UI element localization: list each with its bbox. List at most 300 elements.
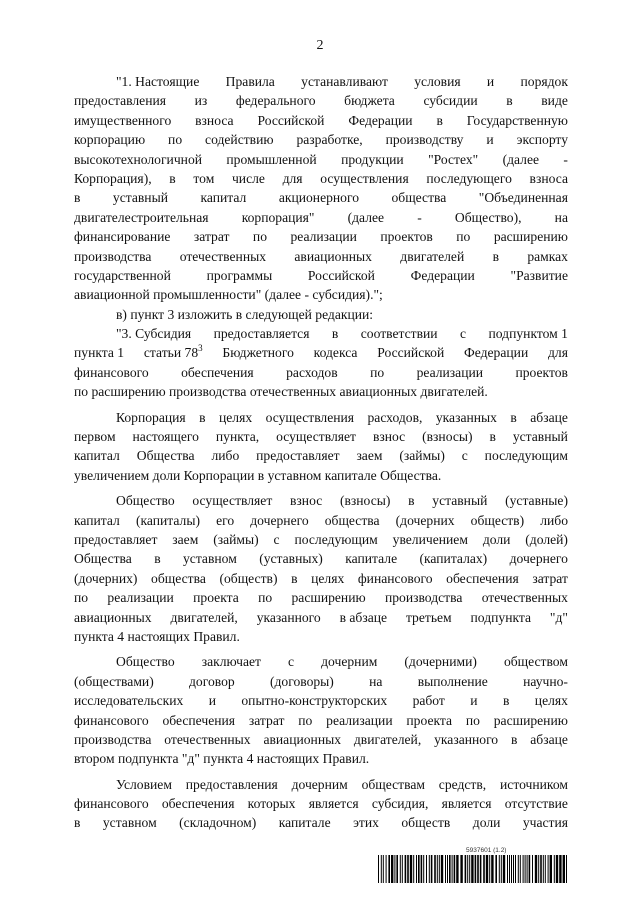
text-line [74, 691, 568, 710]
text-segment: общества [324, 512, 380, 528]
text-line [74, 569, 568, 588]
text-segment: (взносы) [422, 429, 473, 445]
text-segment: пункта 1 [74, 345, 125, 361]
text-segment: субсидия, [371, 796, 429, 812]
barcode-bar [439, 855, 440, 883]
text-segment: в [154, 551, 161, 567]
text-segment: производству [385, 132, 464, 148]
text-segment: дочернего [509, 551, 568, 567]
text-segment: Корпорация), [74, 170, 152, 186]
text-segment: обеспечения [161, 796, 235, 812]
text-segment: указанного [434, 731, 499, 747]
barcode-bar [566, 855, 567, 883]
text-segment: авиационных [74, 609, 152, 625]
text-segment: расходов, [367, 409, 423, 425]
barcode-bar [523, 855, 524, 883]
text-segment: реализации [290, 229, 357, 245]
barcode-bar [483, 855, 485, 883]
text-segment: Общество), [454, 209, 522, 225]
text-segment: высокотехнологичной [74, 151, 203, 167]
text-segment: дочернего [250, 512, 309, 528]
text-line [74, 730, 568, 749]
text-segment: с [288, 654, 295, 670]
text-segment: в [502, 693, 510, 709]
barcode-bar [429, 855, 430, 883]
barcode-bar [447, 855, 448, 883]
text-segment: финансового [357, 570, 433, 586]
text-segment: целях [219, 409, 253, 425]
text-segment: капитал [74, 448, 120, 464]
text-segment: работ [412, 693, 445, 709]
text-segment: Российской [377, 345, 445, 361]
text-segment: научно- [523, 673, 568, 689]
text-segment: уставный [512, 429, 568, 445]
text-segment: по [456, 229, 471, 245]
document-code: 5937601 (1.2) [466, 847, 507, 854]
text-segment: обществом [503, 654, 568, 670]
text-segment: Общества [74, 551, 132, 567]
page-number: 2 [316, 38, 324, 53]
text-segment: обеспечения [162, 712, 236, 728]
text-segment: затрат [248, 712, 285, 728]
text-segment: авиационных [263, 731, 342, 747]
text-segment: проектов [380, 229, 433, 245]
barcode-bar [527, 855, 528, 883]
barcode-bar [475, 855, 477, 883]
text-segment: федерального [235, 93, 316, 109]
text-segment: в [74, 190, 81, 206]
text-segment: по [465, 712, 480, 728]
text-segment: пункта 4 настоящих Правил. [74, 628, 240, 644]
text-line [74, 672, 568, 691]
barcode-bar [540, 855, 542, 883]
text-segment: производства [384, 590, 463, 606]
text-segment: "Развитие [510, 267, 568, 283]
text-line [74, 427, 568, 446]
text-segment: осуществления [265, 409, 355, 425]
text-segment: расширению [291, 590, 366, 606]
text-segment: в [169, 170, 176, 186]
barcode-bar [532, 855, 533, 883]
barcode-bar [503, 855, 505, 883]
barcode-bar [460, 855, 462, 883]
text-segment: двигателей, [353, 731, 422, 747]
text-segment: по [252, 229, 267, 245]
text-line [74, 285, 568, 304]
text-line [74, 608, 568, 627]
text-segment: корпорация" [241, 209, 315, 225]
text-segment: доли [482, 531, 511, 547]
text-segment: корпорацию [74, 132, 146, 148]
barcode-bar [416, 855, 417, 883]
barcode-bar [543, 855, 544, 883]
text-segment: заем [356, 448, 383, 464]
barcode-bar [563, 855, 565, 883]
barcode-bar [413, 855, 414, 883]
text-segment: в [510, 731, 518, 747]
text-line [74, 794, 568, 813]
text-segment: предоставляет [256, 448, 340, 464]
text-segment: бюджета [344, 93, 395, 109]
barcode-bar [402, 855, 403, 883]
text-line [74, 382, 568, 401]
barcode-bar [394, 855, 395, 883]
text-segment: (далее [347, 209, 385, 225]
text-segment: (обществ) [219, 570, 278, 586]
text-segment: в [291, 570, 298, 586]
text-segment: финансирование [74, 229, 171, 245]
text-segment: является [308, 796, 359, 812]
barcode-bar [445, 855, 446, 883]
text-segment: Федерации [348, 112, 413, 128]
barcode-bar [431, 855, 433, 883]
text-line [74, 169, 568, 188]
barcode-bar [434, 855, 436, 883]
text-segment: первом [74, 429, 116, 445]
text-segment: и [486, 132, 494, 148]
text-segment: по [168, 132, 183, 148]
text-segment: последующим [484, 448, 568, 464]
text-line [74, 813, 568, 832]
text-segment: обеспечения [446, 570, 519, 586]
text-segment: его [216, 512, 235, 528]
barcode-bar [465, 855, 467, 883]
barcode-bar [545, 855, 546, 883]
text-segment: Бюджетного [222, 345, 294, 361]
text-segment: в [489, 429, 496, 445]
text-segment: капитал [74, 512, 120, 528]
text-segment: "1. Настоящие [116, 74, 200, 89]
text-segment: на [554, 209, 568, 225]
text-segment: предоставляет [74, 531, 158, 547]
text-segment: третьем [405, 609, 452, 625]
text-segment: финансового [74, 712, 149, 728]
text-segment: расходов [286, 364, 338, 380]
text-segment: субсидии [423, 93, 478, 109]
text-segment: по расширению производства отечественных авиационных двигателей. [74, 384, 488, 400]
barcode-bar [548, 855, 549, 883]
text-segment: (капиталы) [135, 512, 200, 528]
text-segment: Российской [257, 112, 325, 128]
text-segment: расширению [493, 229, 568, 245]
barcode-bar [441, 855, 443, 883]
barcode-bar [518, 855, 519, 883]
text-segment: в [74, 815, 81, 831]
text-segment: уставном [183, 551, 237, 567]
text-segment: опытно-конструкторских [241, 693, 388, 709]
text-segment: заем [172, 531, 199, 547]
text-segment: последующим [294, 531, 378, 547]
text-segment: затрат [532, 570, 568, 586]
barcode-bar [386, 855, 387, 883]
text-segment: взнос [372, 429, 406, 445]
text-segment: (складочном) [179, 815, 257, 831]
barcode [378, 855, 568, 883]
barcode-bar [477, 855, 479, 883]
text-segment: финансового [74, 796, 149, 812]
text-line [74, 227, 568, 246]
barcode-bar [421, 855, 423, 883]
text-segment: производства [74, 731, 152, 747]
text-line [74, 446, 568, 465]
text-line [74, 511, 568, 530]
barcode-bar [509, 855, 510, 883]
barcode-bar [513, 855, 514, 883]
text-line [74, 130, 568, 149]
text-segment: капитале [345, 551, 398, 567]
text-segment: выполнение [417, 673, 488, 689]
barcode-bar [525, 855, 526, 883]
text-segment: рамках [527, 248, 568, 264]
text-segment: уставный [112, 190, 168, 206]
text-segment: двигателей, [170, 609, 238, 625]
text-line [74, 247, 568, 266]
text-segment: предоставляется [213, 326, 310, 342]
text-segment: взнос [290, 493, 323, 509]
text-segment: Государственную [466, 112, 568, 128]
text-segment: акционерного [278, 190, 360, 206]
barcode-bar [556, 855, 558, 883]
text-line [74, 588, 568, 607]
text-segment: - [563, 151, 568, 167]
barcode-bar [550, 855, 552, 883]
barcode-bar [511, 855, 512, 883]
text-segment: порядок [520, 74, 568, 89]
text-line [74, 208, 568, 227]
text-segment: Общество [116, 654, 175, 670]
barcode-bar [454, 855, 456, 883]
text-segment: проекта [406, 712, 453, 728]
text-line [74, 711, 568, 730]
text-segment: разработке, [296, 132, 363, 148]
text-segment: (долей) [525, 531, 568, 547]
text-segment: отечественных [179, 248, 267, 264]
text-segment: для [282, 170, 303, 186]
text-segment: Правила [225, 74, 275, 89]
barcode-bar [391, 855, 393, 883]
barcode-bar [388, 855, 390, 883]
text-segment: из [194, 93, 208, 109]
text-line [74, 324, 568, 343]
text-segment: капитале [278, 815, 331, 831]
text-segment: которых [247, 796, 296, 812]
text-segment: источником [500, 776, 568, 792]
barcode-bar [396, 855, 398, 883]
text-segment: (капиталах) [419, 551, 488, 567]
text-segment: виде [541, 93, 568, 109]
barcode-bar [554, 855, 555, 883]
barcode-bar [469, 855, 470, 883]
text-segment: уставный [432, 493, 488, 509]
barcode-bar [400, 855, 401, 883]
barcode-bar [520, 855, 521, 883]
text-line [74, 530, 568, 549]
text-segment: предоставления [74, 93, 167, 109]
barcode-bar [437, 855, 438, 883]
text-segment: целях [311, 570, 345, 586]
text-line [74, 363, 568, 382]
text-segment: уставном [102, 815, 157, 831]
text-segment: этих [353, 815, 379, 831]
text-segment: по [370, 364, 385, 380]
text-segment: затрат [193, 229, 230, 245]
text-segment: (уставные) [505, 493, 568, 509]
text-segment: (обществами) [74, 673, 154, 689]
text-segment: Корпорация [116, 409, 186, 425]
text-segment: "Объединенная [478, 190, 568, 206]
text-segment: (уставных) [259, 551, 323, 567]
text-segment: подпунктом 1 [488, 326, 568, 342]
text-segment: авиационной промышленности" (далее - субсидия)."; [74, 287, 383, 303]
text-line [74, 266, 568, 285]
text-segment: кодекса [313, 345, 358, 361]
text-line [74, 466, 568, 485]
text-segment: с [273, 531, 280, 547]
text-segment: либо [540, 512, 568, 528]
text-segment: указанного [256, 609, 321, 625]
text-segment: предоставления [185, 776, 278, 792]
text-segment: государственной [74, 267, 171, 283]
text-segment: (дочерними) [404, 654, 477, 670]
text-segment: обществ [401, 815, 451, 831]
barcode-bar [515, 855, 516, 883]
text-segment: в абзаце [339, 609, 388, 625]
text-segment: либо [211, 448, 240, 464]
text-segment: капитал [200, 190, 247, 206]
text-segment: проекта [193, 590, 239, 606]
text-segment: и [470, 693, 478, 709]
text-line [74, 188, 568, 207]
text-segment: в [408, 493, 415, 509]
text-segment: договор [189, 673, 235, 689]
barcode-bar [410, 855, 412, 883]
barcode-bar [480, 855, 482, 883]
text-segment: авиационных [294, 248, 372, 264]
text-segment: в [492, 248, 499, 264]
text-segment: осуществления [320, 170, 409, 186]
text-segment: обществам [361, 776, 425, 792]
text-segment: двигателестроительная [74, 209, 209, 225]
text-line [74, 549, 568, 568]
text-segment: (далее [502, 151, 540, 167]
text-segment: числе [231, 170, 265, 186]
text-segment: по [258, 590, 273, 606]
text-segment: обществ) [470, 512, 525, 528]
text-line [74, 91, 568, 110]
barcode-bar [491, 855, 493, 883]
text-segment: реализации [326, 712, 393, 728]
barcode-bar [495, 855, 497, 883]
text-line [74, 408, 568, 427]
text-segment: дочерним [321, 654, 378, 670]
text-segment: (дочерних) [74, 570, 138, 586]
text-segment: осуществляет [276, 429, 356, 445]
text-segment: статьи $78^3$ [143, 342, 203, 361]
text-segment: на [369, 673, 383, 689]
text-line [74, 305, 568, 324]
text-segment: - [417, 209, 422, 225]
text-segment: увеличением [392, 531, 468, 547]
text-segment: является [441, 796, 492, 812]
barcode-bar [423, 855, 424, 883]
document-body [74, 72, 568, 833]
text-segment: втором подпункта "д" пункта 4 настоящих Правил. [74, 751, 370, 767]
text-segment: средств, [438, 776, 487, 792]
text-segment: настоящего [132, 429, 199, 445]
text-segment: имущественного [74, 112, 172, 128]
text-line [74, 749, 568, 768]
barcode-bar [383, 855, 384, 883]
text-segment: дочерним [291, 776, 348, 792]
text-segment: том [193, 170, 215, 186]
text-segment: в) пункт 3 изложить в следующей редакции: [116, 306, 374, 322]
text-segment: в [436, 112, 443, 128]
text-segment: увеличением доли Корпорации в уставном капитале Общества. [74, 467, 442, 483]
barcode-bar [499, 855, 500, 883]
text-line [74, 627, 568, 646]
text-line [74, 150, 568, 169]
text-segment: расширению [493, 712, 568, 728]
barcode-bar [559, 855, 561, 883]
text-segment: для [548, 345, 568, 361]
text-segment: общества [391, 190, 447, 206]
text-segment: промышленной [226, 151, 317, 167]
text-segment: (дочерних [395, 512, 455, 528]
barcode-bar [471, 855, 473, 883]
text-segment: подпункта [470, 609, 532, 625]
text-segment: реализации [416, 364, 484, 380]
barcode-bar [452, 855, 453, 883]
barcode-bar [489, 855, 490, 883]
text-segment: в [510, 409, 517, 425]
text-segment: с [461, 448, 468, 464]
text-segment: участия [522, 815, 568, 831]
text-segment: условия [414, 74, 461, 89]
text-segment: пункта, [215, 429, 260, 445]
text-segment: "д" [549, 609, 568, 625]
text-segment: финансового [74, 364, 149, 380]
text-segment: с [460, 326, 467, 342]
text-segment: отсутствие [504, 796, 568, 812]
text-segment: взноса [529, 170, 568, 186]
text-segment: (займы) [399, 448, 445, 464]
text-segment: проектов [515, 364, 568, 380]
text-segment: осуществляет [192, 493, 273, 509]
text-segment: Федерации [410, 267, 475, 283]
barcode-bar [449, 855, 451, 883]
barcode-bar [456, 855, 458, 883]
text-segment: заключает [201, 654, 261, 670]
text-segment: взноса [195, 112, 234, 128]
text-segment: по [298, 712, 313, 728]
barcode-bar [507, 855, 508, 883]
barcode-bar [486, 855, 488, 883]
text-segment: производства [74, 248, 152, 264]
text-segment: соответствии [360, 326, 438, 342]
barcode-bar [538, 855, 539, 883]
text-segment: экспорту [516, 132, 568, 148]
text-segment: (договоры) [269, 673, 334, 689]
text-segment: обеспечения [181, 364, 254, 380]
barcode-bar [535, 855, 537, 883]
text-segment: исследовательских [74, 693, 184, 709]
text-segment: и [486, 74, 495, 89]
text-line [74, 491, 568, 510]
text-segment: указанных [435, 409, 497, 425]
barcode-bar [426, 855, 427, 883]
barcode-bar [418, 855, 420, 883]
text-segment: устанавливают [301, 74, 388, 89]
